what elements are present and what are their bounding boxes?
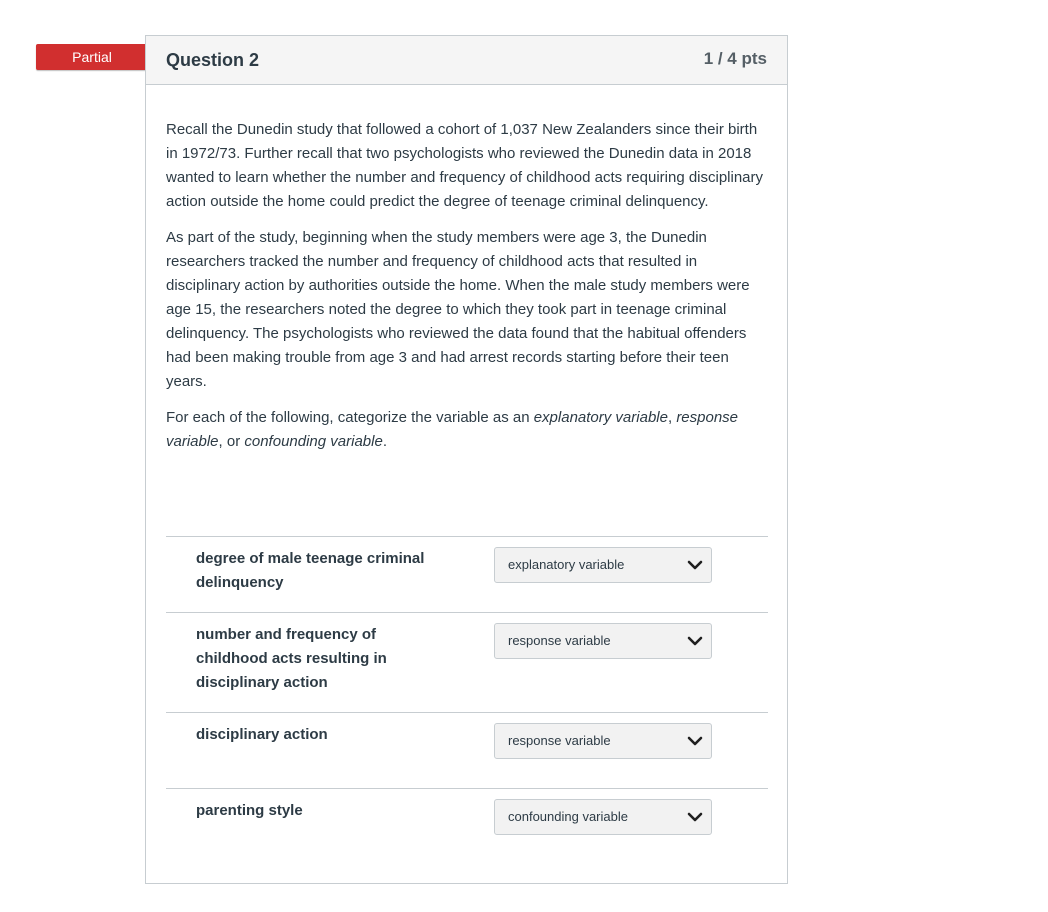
select-value: explanatory variable <box>508 557 625 572</box>
match-label: number and frequency of childhood acts resulting in disciplinary action <box>196 626 387 691</box>
question-card <box>145 35 788 884</box>
variable-type-select[interactable] <box>494 799 712 835</box>
variable-type-select[interactable] <box>494 623 712 659</box>
variable-type-select[interactable] <box>494 547 712 583</box>
instruction-term-response: response variable <box>166 409 739 450</box>
question-paragraph-1: Recall the Dunedin study that followed a cohort of 1,037 New Zealanders since their birth in 1972/73. Further recall that two psychologists who reviewed the Dunedin data in 2018 wanted to learn whether the number and frequency of childhood acts requiring disciplinary action outside the home could predict the degree of teenage criminal delinquency. <box>166 121 764 210</box>
question-header <box>146 36 787 85</box>
instruction-term-explanatory: explanatory variable <box>533 409 668 426</box>
match-row <box>166 788 768 864</box>
chevron-down-icon <box>687 634 703 648</box>
match-label: parenting style <box>196 802 303 819</box>
select-value: response variable <box>508 633 611 648</box>
status-flag: Partial <box>36 44 148 70</box>
chevron-down-icon <box>687 734 703 748</box>
instruction-separator-2: , or <box>218 433 245 450</box>
instruction-prefix: For each of the following, categorize the variable as an <box>166 409 534 426</box>
select-value: response variable <box>508 733 611 748</box>
question-instruction <box>166 406 766 454</box>
instruction-term-confounding: confounding variable <box>244 433 383 450</box>
chevron-down-icon <box>687 558 703 572</box>
match-row <box>166 712 768 788</box>
select-value: confounding variable <box>508 809 628 824</box>
match-label: degree of male teenage criminal delinquency <box>196 550 425 591</box>
variable-type-select[interactable] <box>494 723 712 759</box>
question-title: Question 2 <box>166 50 260 70</box>
chevron-down-icon <box>687 810 703 824</box>
match-label: disciplinary action <box>196 726 328 743</box>
instruction-suffix: . <box>382 433 387 450</box>
question-points: 1 / 4 pts <box>703 49 767 68</box>
instruction-separator-1: , <box>667 409 677 426</box>
matching-table <box>166 536 768 864</box>
match-row <box>166 536 768 612</box>
match-row <box>166 612 768 712</box>
question-paragraph-2: As part of the study, beginning when the study members were age 3, the Dunedin researchers tracked the number and frequency of childhood acts that resulted in disciplinary action by authorities outside the home. When the male study members were age 15, the researchers noted the degree to which they took part in teenage criminal delinquency. The psychologists who reviewed the data found that the habitual offenders had been making trouble from age 3 and had arrest records starting before their teen years. <box>166 229 750 390</box>
question-text <box>166 118 766 466</box>
